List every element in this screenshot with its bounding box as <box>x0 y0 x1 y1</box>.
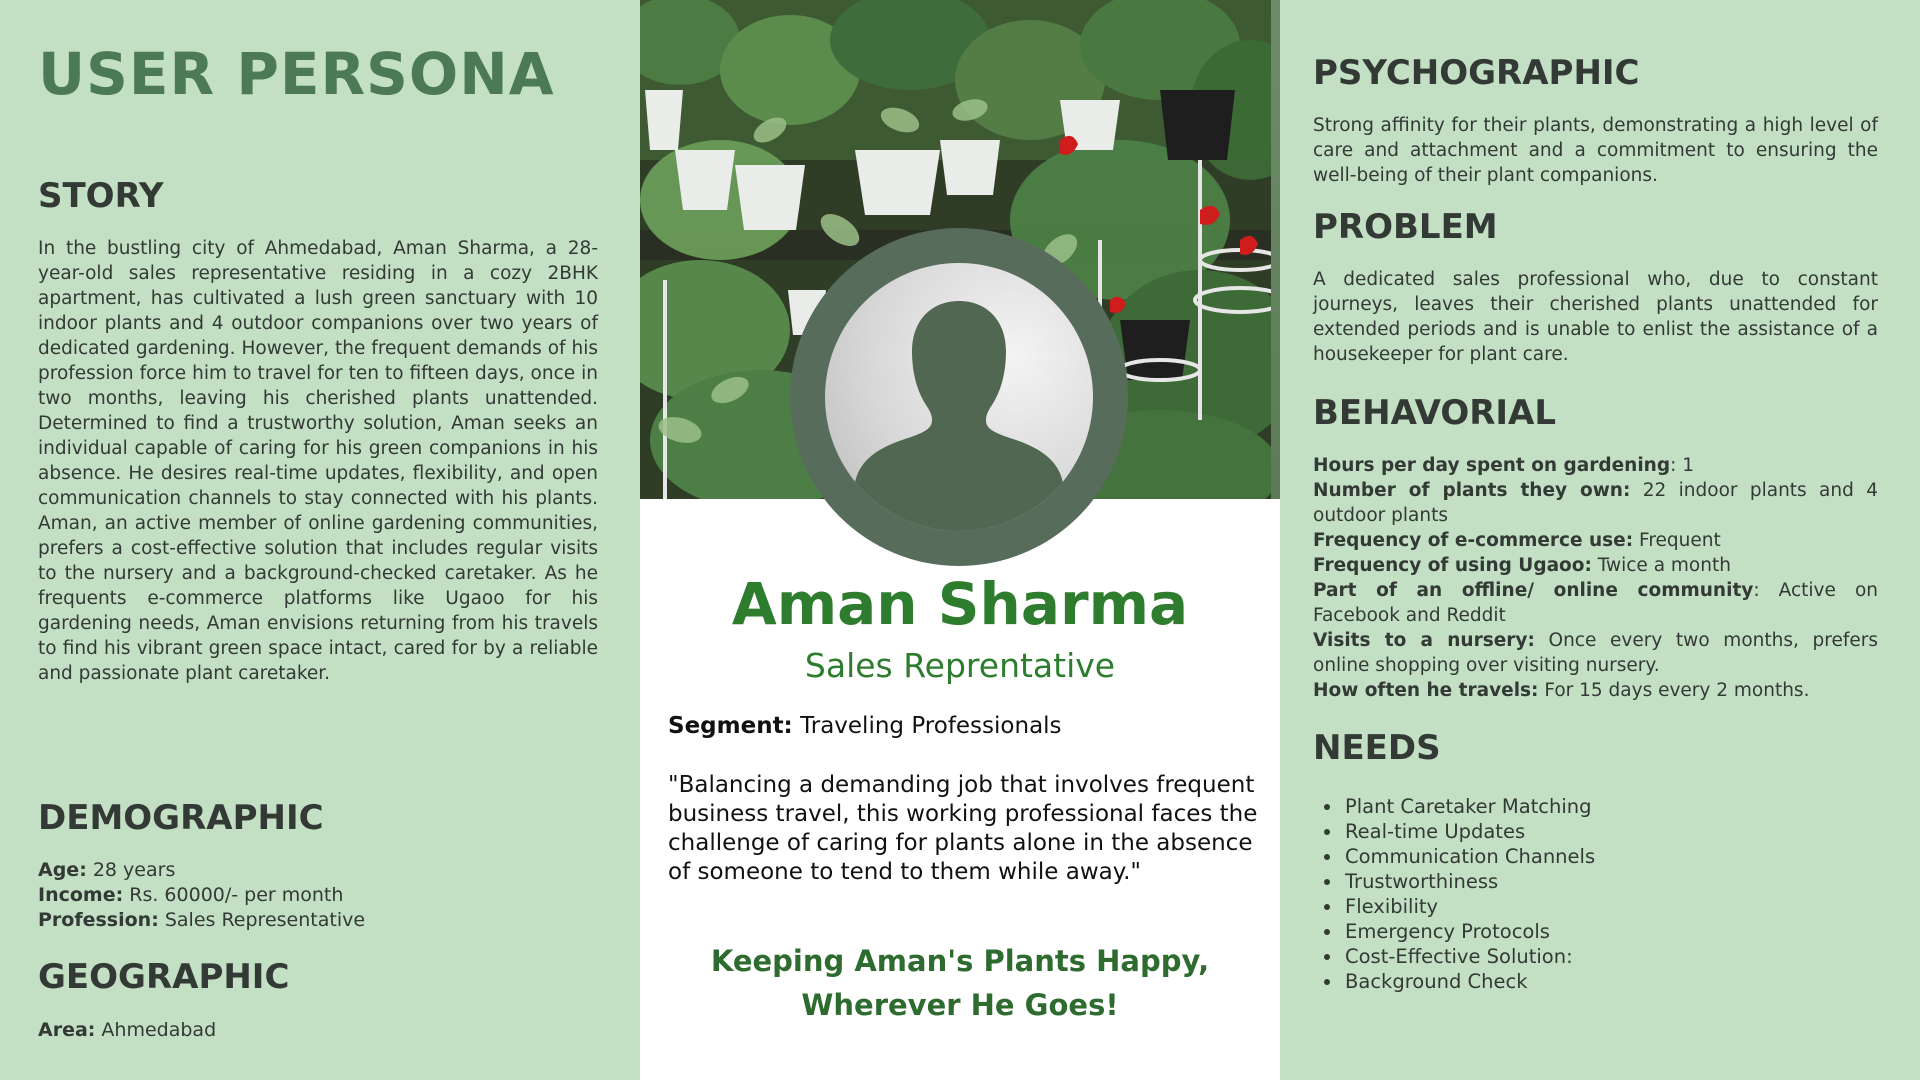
geographic-details <box>38 1018 216 1043</box>
list-item: Real-time Updates <box>1340 819 1595 844</box>
tagline-line-2: Wherever He Goes! <box>801 988 1119 1022</box>
behavior-label: Part of an offline/ online community <box>1313 580 1754 601</box>
behavior-item <box>1313 628 1878 678</box>
person-silhouette-icon <box>825 263 1093 531</box>
profession-row <box>38 908 365 933</box>
segment-row <box>668 713 1062 739</box>
area-row <box>38 1018 216 1043</box>
list-item: Cost-Effective Solution: <box>1340 944 1595 969</box>
list-item: Flexibility <box>1340 894 1595 919</box>
behavorial-list <box>1313 453 1878 703</box>
behavior-label: Frequency of using Ugaoo: <box>1313 555 1592 576</box>
story-text: In the bustling city of Ahmedabad, Aman Sharma, a 28-year-old sales representative residing in a cozy 2BHK apartment, has cultivated a lush green sanctuary with 10 indoor plants and 4 outdoor companions over two years of dedicated gardening. However, the frequent demands of his profession force him to travel for ten to fifteen days, once in two months, leaving his cherished plants unattended. Determined to find a trustworthy solution, Aman seeks an individual capable of caring for his green companions in his absence. He desires real-time updates, flexibility, and open communication channels to stay connected with his plants. Aman, an active member of online gardening communities, prefers a cost-effective solution that includes regular visits to the nursery and a background-checked caretaker. As he frequents e-commerce platforms like Ugaoo for his gardening needs, Aman envisions returning from his travels to find his vibrant green space intact, cared for by a reliable and passionate plant caretaker. <box>38 238 598 684</box>
tagline <box>640 939 1280 1027</box>
behavior-value: Once every two months, prefers online shopping over visiting nursery. <box>1313 630 1878 676</box>
area-label: Area: <box>38 1019 96 1041</box>
center-panel <box>640 0 1280 1080</box>
income-label: Income: <box>38 884 124 906</box>
photo-edge <box>1271 0 1280 499</box>
behavorial-heading: BEHAVORIAL <box>1313 393 1557 433</box>
behavior-item <box>1313 578 1878 628</box>
behavior-item <box>1313 478 1878 528</box>
list-item: Communication Channels <box>1340 844 1595 869</box>
left-panel <box>0 0 640 1080</box>
needs-list <box>1340 794 1595 994</box>
behavior-item <box>1313 453 1878 478</box>
story-heading: STORY <box>38 176 164 216</box>
area-value: Ahmedabad <box>95 1019 217 1041</box>
behavior-label: Number of plants they own: <box>1313 480 1631 501</box>
tagline-line-1: Keeping Aman's Plants Happy, <box>710 944 1210 978</box>
profession-value: Sales Representative <box>158 909 366 931</box>
persona-role: Sales Reprentative <box>804 646 1116 685</box>
geographic-heading: GEOGRAPHIC <box>38 957 290 997</box>
right-panel <box>1280 0 1920 1080</box>
page-title: USER PERSONA <box>38 40 555 108</box>
segment-label: Segment: <box>668 713 793 739</box>
behavior-label: Frequency of e-commerce use: <box>1313 530 1634 551</box>
income-value: Rs. 60000/- per month <box>123 884 344 906</box>
age-row <box>38 858 365 883</box>
problem-text: A dedicated sales professional who, due to constant journeys, leaves their cherished plants unattended for extended periods and is unable to enlist the assistance of a housekeeper for plant care. <box>1313 269 1878 365</box>
demographic-details <box>38 858 365 933</box>
avatar <box>825 263 1093 531</box>
list-item: Background Check <box>1340 969 1595 994</box>
behavior-value: : Active on Facebook and Reddit <box>1313 580 1879 626</box>
behavior-item <box>1313 553 1878 578</box>
list-item: Plant Caretaker Matching <box>1340 794 1595 819</box>
income-row <box>38 883 365 908</box>
age-value: 28 years <box>86 859 176 881</box>
behavior-value: : 1 <box>1670 455 1694 476</box>
demographic-heading: DEMOGRAPHIC <box>38 798 324 838</box>
persona-name: Aman Sharma <box>731 570 1189 638</box>
psychographic-heading: PSYCHOGRAPHIC <box>1313 53 1640 93</box>
behavior-item <box>1313 528 1878 553</box>
behavior-label: Visits to a nursery: <box>1313 630 1535 651</box>
problem-heading: PROBLEM <box>1313 207 1498 247</box>
behavior-label: How often he travels: <box>1313 680 1539 701</box>
profession-label: Profession: <box>38 909 159 931</box>
behavior-label: Hours per day spent on gardening <box>1313 455 1671 476</box>
psychographic-text: Strong affinity for their plants, demonstrating a high level of care and attachment and a commitment to ensuring the well-being of their plant companions. <box>1313 115 1878 186</box>
needs-heading: NEEDS <box>1313 728 1441 768</box>
list-item: Trustworthiness <box>1340 869 1595 894</box>
persona-quote: "Balancing a demanding job that involves frequent business travel, this working professional faces the challenge of caring for plants alone in the absence of someone to tend to them while away." <box>668 772 1258 885</box>
behavior-value: For 15 days every 2 months. <box>1538 680 1810 701</box>
behavior-value: 22 indoor plants and 4 outdoor plants <box>1313 480 1878 526</box>
segment-value: Traveling Professionals <box>792 713 1062 739</box>
age-label: Age: <box>38 859 87 881</box>
behavior-value: Frequent <box>1633 530 1721 551</box>
behavior-value: Twice a month <box>1591 555 1731 576</box>
behavior-item <box>1313 678 1878 703</box>
list-item: Emergency Protocols <box>1340 919 1595 944</box>
